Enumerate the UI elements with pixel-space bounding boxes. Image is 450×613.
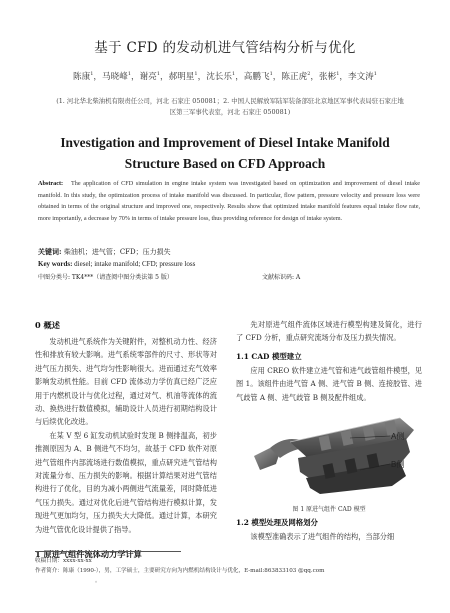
keywords-cn-text: 柴油机；进气管；CFD；压力损失 — [63, 248, 171, 256]
abstract — [38, 178, 420, 224]
footnote-received: 收稿日期：xxxx-xx-xx — [35, 558, 92, 564]
affiliation-line-1: (1. 河北华北柴油机有限责任公司，河北 石家庄 050081；2. 中国人民解放军陆军装备部驻北京地区军事代表局驻石家庄地 — [56, 97, 404, 105]
footnote-dot: 。 — [95, 578, 101, 584]
author-name: 马晓峰$^1$ — [102, 71, 131, 82]
author-affiliation-mark: 1 — [90, 71, 94, 78]
author-name: 沈长乐$^1$ — [206, 71, 236, 82]
abstract-label: Abstract: — [38, 180, 64, 187]
footnote-author: 作者简介：陈康（1990-），男，工学硕士，主要研究方向为内燃机结构设计与优化，E-mail:863833103 @qq.com — [35, 568, 325, 574]
abstract-text: The application of CFD simulation in engine intake system was investigated based on optimization and improvement of diesel intake manifold. In this study, the optimization process of intake manifold was discussed. In particular, flow pattern, pressure velocity and pressure loss were obtained in terms of the original structure and improved one, respectively. Results show that optimized intake manifold features equal intake flow rate, more importantly, a decrease by 70% in terms of intake pressure loss, thus providing reference for design of intake system. — [38, 180, 421, 222]
keywords-cn-label: 关键词: — [38, 247, 62, 256]
author-name: 高鹏飞$^1$ — [243, 71, 273, 82]
figure-1-caption: 图 1 原进气组件 CAD 模型 — [292, 506, 366, 513]
author-affiliation-mark: 1 — [232, 71, 236, 78]
author-name: 陈康$^1$ — [73, 71, 94, 82]
affiliation-line-2: 区第三军事代表室，河北 石家庄 050081) — [169, 108, 291, 116]
author-affiliation-mark: 1 — [373, 71, 377, 78]
title-cn: 基于 CFD 的发动机进气管结构分析与优化 — [94, 40, 356, 56]
right-paragraph-3: 该模型准确表示了进气组件的结构，当部分细 — [250, 532, 395, 541]
author-affiliation-mark: 1 — [336, 71, 340, 78]
left-column — [35, 318, 217, 561]
title-en-line-2: Structure Based on CFD Approach — [124, 156, 326, 171]
author-name: 张彬$^1$ — [318, 71, 340, 82]
author-name: 陈正虎$^2$ — [281, 71, 311, 82]
label-side-a: A侧 — [391, 432, 405, 441]
author-affiliation-mark: 1 — [156, 71, 160, 78]
document-code: 文献标识码: A — [262, 274, 301, 281]
affiliation — [34, 96, 426, 118]
classification-code: 中图分类号: TK4***（请查阅中图分类法第 5 版） — [38, 274, 173, 281]
section-1-heading: 1 原进气组件流体动力学计算 — [35, 549, 142, 560]
author-list: 陈康$^1$，马晓峰$^1$，谢亮$^1$，郝明星$^1$，沈长乐$^1$，高鹏飞$^1$，陈正虎$^2$，张彬$^1$，李文涛$^1$ — [73, 71, 377, 82]
author-affiliation-mark: 1 — [194, 71, 198, 78]
right-column-lower — [236, 516, 422, 543]
section-0-heading: 0 概述 — [35, 320, 60, 330]
author-name: 李文涛$^1$ — [347, 71, 377, 82]
section-0-paragraph-2: 在某 V 型 6 缸发动机试验时发现 B 侧排温高，初步推测原因为 A、B 侧进气不均匀，故基于 CFD 软件对原进气管组件内部流场进行数值模拟，重点研究进气管结构对流量分布、压力损失的影响。根据计算结果对进气管结构进行了优化，目的为减小两侧进气流量差，同时降低进气压力损失。通过对优化后进气管结构进行模拟计算，发现进气更加均匀，压力损失大大降低。通过计算，本研究为进气管优化设计提供了指导。 — [35, 430, 217, 534]
keywords-cn — [38, 247, 171, 257]
footnote-rule — [35, 551, 181, 552]
author-affiliation-mark: 1 — [127, 71, 131, 78]
label-side-b: B侧 — [391, 460, 405, 469]
author-name: 谢亮$^1$ — [139, 71, 160, 82]
footnote — [35, 556, 324, 586]
author-name: 郝明星$^1$ — [168, 71, 198, 82]
keywords-en — [38, 260, 195, 268]
right-paragraph-2: 应用 CREO 软件建立进气管和进气歧管组件模型，见图 1。该组件由进气管 A 侧、进气管 B 侧、连接胶管、进气歧管 A 侧、进气歧管 B 侧及配件组成。 — [236, 365, 422, 402]
right-paragraph-1: 先对原进气组件流体区域进行模型构建及简化，进行了 CFD 分析，重点研究流场分布及压力损失情况。 — [236, 320, 422, 343]
section-1-2-heading: 1.2 模型处理及网格划分 — [236, 518, 318, 527]
title-en-line-1: Investigation and Improvement of Diesel Intake Manifold — [60, 135, 390, 150]
title-en — [20, 132, 430, 174]
figure-1-cad-model — [250, 408, 420, 496]
intake-pipe-shape — [254, 418, 414, 494]
section-1-1-heading: 1.1 CAD 模型建立 — [236, 351, 302, 361]
keywords-en-label: Key words: — [38, 260, 73, 268]
section-0-paragraph-1: 发动机进气系统作为关键附件，对整机动力性、经济性和排放有较大影响。进气系统零部件的尺寸、形状等对进气压力损失、进气均匀性影响很大。进而通过充气效率影响发动机性能。目前 CFD 流体动力学仿真已经广泛应用于内燃机设计与优化过程，通过对气、机油等流体的流动、换热进行数值模拟，辅助设计人员进行初期结构设计与后续优化改进。 — [35, 337, 217, 427]
right-column — [236, 318, 422, 404]
keywords-en-text: diesel; intake manifold; CFD; pressure loss — [74, 260, 196, 268]
author-affiliation-mark: 1 — [269, 71, 273, 78]
author-affiliation-mark: 2 — [307, 71, 311, 78]
